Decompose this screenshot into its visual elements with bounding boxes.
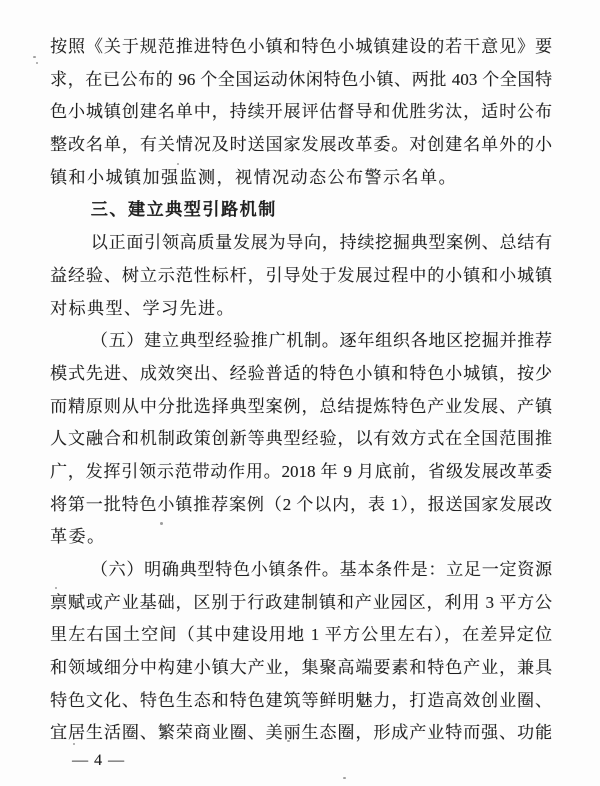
body-line: （六）明确典型特色小镇条件。基本条件是：立足一定资源 — [90, 560, 552, 579]
scan-speck — [73, 743, 75, 745]
scan-speck — [287, 740, 290, 742]
body-line: 禀赋或产业基础，区别于行政建制镇和产业园区，利用 3 平方公 — [50, 592, 552, 612]
body-line: 整改名单，有关情况及时送国家发展改革委。对创建名单外的小 — [50, 135, 552, 155]
scan-speck — [160, 522, 163, 525]
body-line: 益经验、树立示范性标杆，引导处于发展过程中的小镇和小城镇 — [50, 265, 552, 285]
body-line: 里左右国土空间（其中建设用地 1 平方公里左右），在差异定位 — [50, 625, 552, 645]
body-line: 人文融合和机制政策创新等典型经验，以有效方式在全国范围推 — [50, 429, 552, 449]
body-line: 革委。 — [50, 527, 106, 547]
page-number: — 4 — — [72, 752, 125, 769]
body-line: 镇和小城镇加强监测，视情况动态公布警示名单。 — [50, 167, 457, 187]
section-heading-3: 三、建立典型引路机制 — [90, 200, 277, 220]
body-line: 按照《关于规范推进特色小镇和特色小城镇建设的若干意见》要 — [50, 37, 552, 56]
body-line: 模式先进、成效突出、经验普适的特色小镇和特色小城镇，按少 — [50, 363, 552, 383]
body-line: 特色文化、特色生态和特色建筑等鲜明魅力，打造高效创业圈、 — [50, 690, 552, 710]
body-line: 求，在已公布的 96 个全国运动休闲特色小镇、两批 403 个全国特 — [50, 69, 552, 89]
body-line: 宜居生活圈、繁荣商业圈、美丽生态圈，形成产业特而强、功能 — [50, 723, 552, 743]
body-line: 和领域细分中构建小镇大产业，集聚高端要素和特色产业，兼具 — [50, 658, 552, 678]
scan-speck — [36, 62, 38, 64]
body-line: （五）建立典型经验推广机制。逐年组织各地区挖掘并推荐 — [90, 331, 552, 351]
body-line: 而精原则从中分批选择典型案例，总结提炼特色产业发展、产镇 — [50, 396, 552, 416]
scan-speck — [343, 777, 346, 779]
scan-speck — [55, 587, 57, 589]
scan-speck — [177, 163, 179, 165]
body-line: 将第一批特色小镇推荐案例（2 个以内，表 1），报送国家发展改 — [50, 494, 552, 514]
body-line: 以正面引领高质量发展为导向，持续挖掘典型案例、总结有 — [90, 233, 552, 253]
body-line: 广，发挥引领示范带动作用。2018 年 9 月底前，省级发展改革委 — [50, 461, 552, 481]
body-line: 对标典型、学习先进。 — [50, 298, 235, 318]
document-text-block — [50, 31, 552, 750]
scan-speck — [33, 56, 36, 58]
body-line: 色小城镇创建名单中，持续开展评估督导和优胜劣汰，适时公布 — [50, 102, 552, 122]
